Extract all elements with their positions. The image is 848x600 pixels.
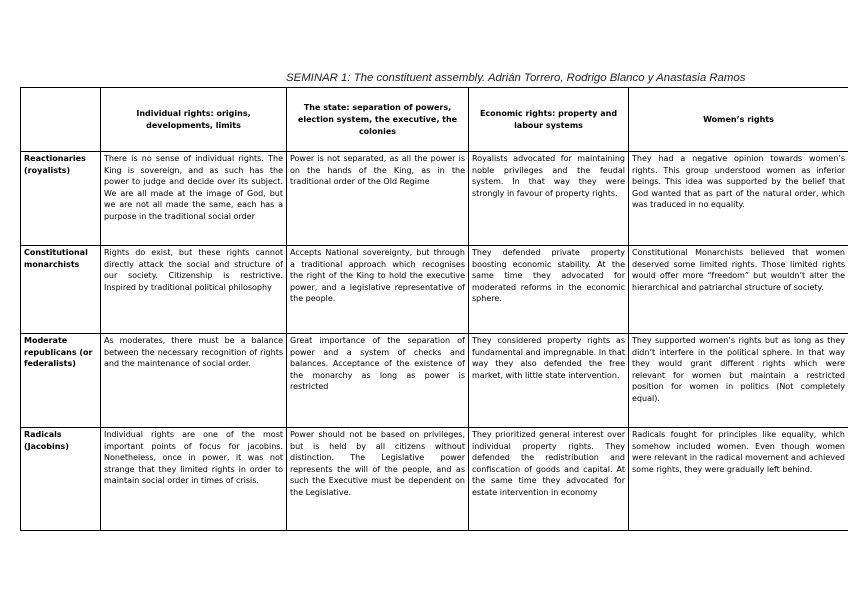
row-label: Radicals (Jacobins) (21, 428, 101, 531)
table-cell: Constitutional Monarchists believed that women deserved some limited rights. Those limited rights would offer more “freedom” but wouldn’t alter the hierarchical and patriarchal structure of society. (629, 246, 848, 334)
table-cell: Rights do exist, but these rights cannot directly attack the social and structure of our society. Citizenship is restrictive. Inspired by traditional political philosophy (101, 246, 287, 334)
column-header: Economic rights: property and labour systems (469, 88, 629, 152)
table-cell: Great importance of the separation of power and a system of checks and balances. Acceptance of the existence of the monarchy as long as power is restricted (287, 334, 469, 428)
row-label: Constitutional monarchists (21, 246, 101, 334)
table-cell: Power should not be based on privileges, but is held by all citizens without distinction. The Legislative power represents the will of the people, and as such the Executive must be dependent on the Legislative. (287, 428, 469, 531)
column-header: The state: separation of powers, election system, the executive, the colonies (287, 88, 469, 152)
column-header: Individual rights: origins, developments, limits (101, 88, 287, 152)
table-cell: Royalists advocated for maintaining noble privileges and the feudal system. In that way they were strongly in favour of property rights. (469, 152, 629, 246)
column-header: Women’s rights (629, 88, 848, 152)
table-row (21, 246, 848, 334)
table-cell: They prioritized general interest over individual property rights. They defended the redistribution and confiscation of goods and capital. At the same time they advocated for estate intervention in economy (469, 428, 629, 531)
table-row (21, 334, 848, 428)
table-header-row (21, 88, 848, 152)
table-cell: They had a negative opinion towards women’s rights. This group understood women as inferior beings. This idea was supported by the belief that God wanted that as part of the natural order, which was traduced in no equality. (629, 152, 848, 246)
table-row (21, 152, 848, 246)
table-cell: Power is not separated, as all the power is on the hands of the King, as in the traditional order of the Old Regime (287, 152, 469, 246)
table-cell: They considered property rights as fundamental and impregnable. In that way they also defended the free market, with little state intervention. (469, 334, 629, 428)
table-cell: Individual rights are one of the most important points of focus for jacobins. Nonetheless, once in power, it was not strange that they limited rights in order to maintain social order in times of crisis. (101, 428, 287, 531)
corner-cell (21, 88, 101, 152)
row-label: Reactionaries (royalists) (21, 152, 101, 246)
table-cell: They defended private property boosting economic stability. At the same time they advocated for moderated reforms in the economic sphere. (469, 246, 629, 334)
table-cell: There is no sense of individual rights. The King is sovereign, and as such has the power to judge and decide over its subject. We are all made at the image of God, but we are not all made the same, each has a purpose in the traditional social order (101, 152, 287, 246)
table-row (21, 428, 848, 531)
table-cell: Accepts National sovereignty, but through a traditional approach which recognises the right of the King to hold the executive power, and a legislative representative of the people. (287, 246, 469, 334)
row-label: Moderate republicans (or federalists) (21, 334, 101, 428)
table-cell: They supported women’s rights but as long as they didn’t interfere in the political sphere. In that way they would grant different rights which were relevant for women but maintain a restricted position for women in politics (Not completely equal). (629, 334, 848, 428)
seminar-table (20, 87, 848, 531)
page-title: SEMINAR 1: The constituent assembly. Adrián Torrero, Rodrigo Blanco y Anastasia Ramos (286, 72, 746, 84)
table-cell: As moderates, there must be a balance between the necessary recognition of rights and the maintenance of social order. (101, 334, 287, 428)
table-cell: Radicals fought for principles like equality, which somehow included women. Even though women were relevant in the radical movement and achieved some rights, they were gradually left behind. (629, 428, 848, 531)
